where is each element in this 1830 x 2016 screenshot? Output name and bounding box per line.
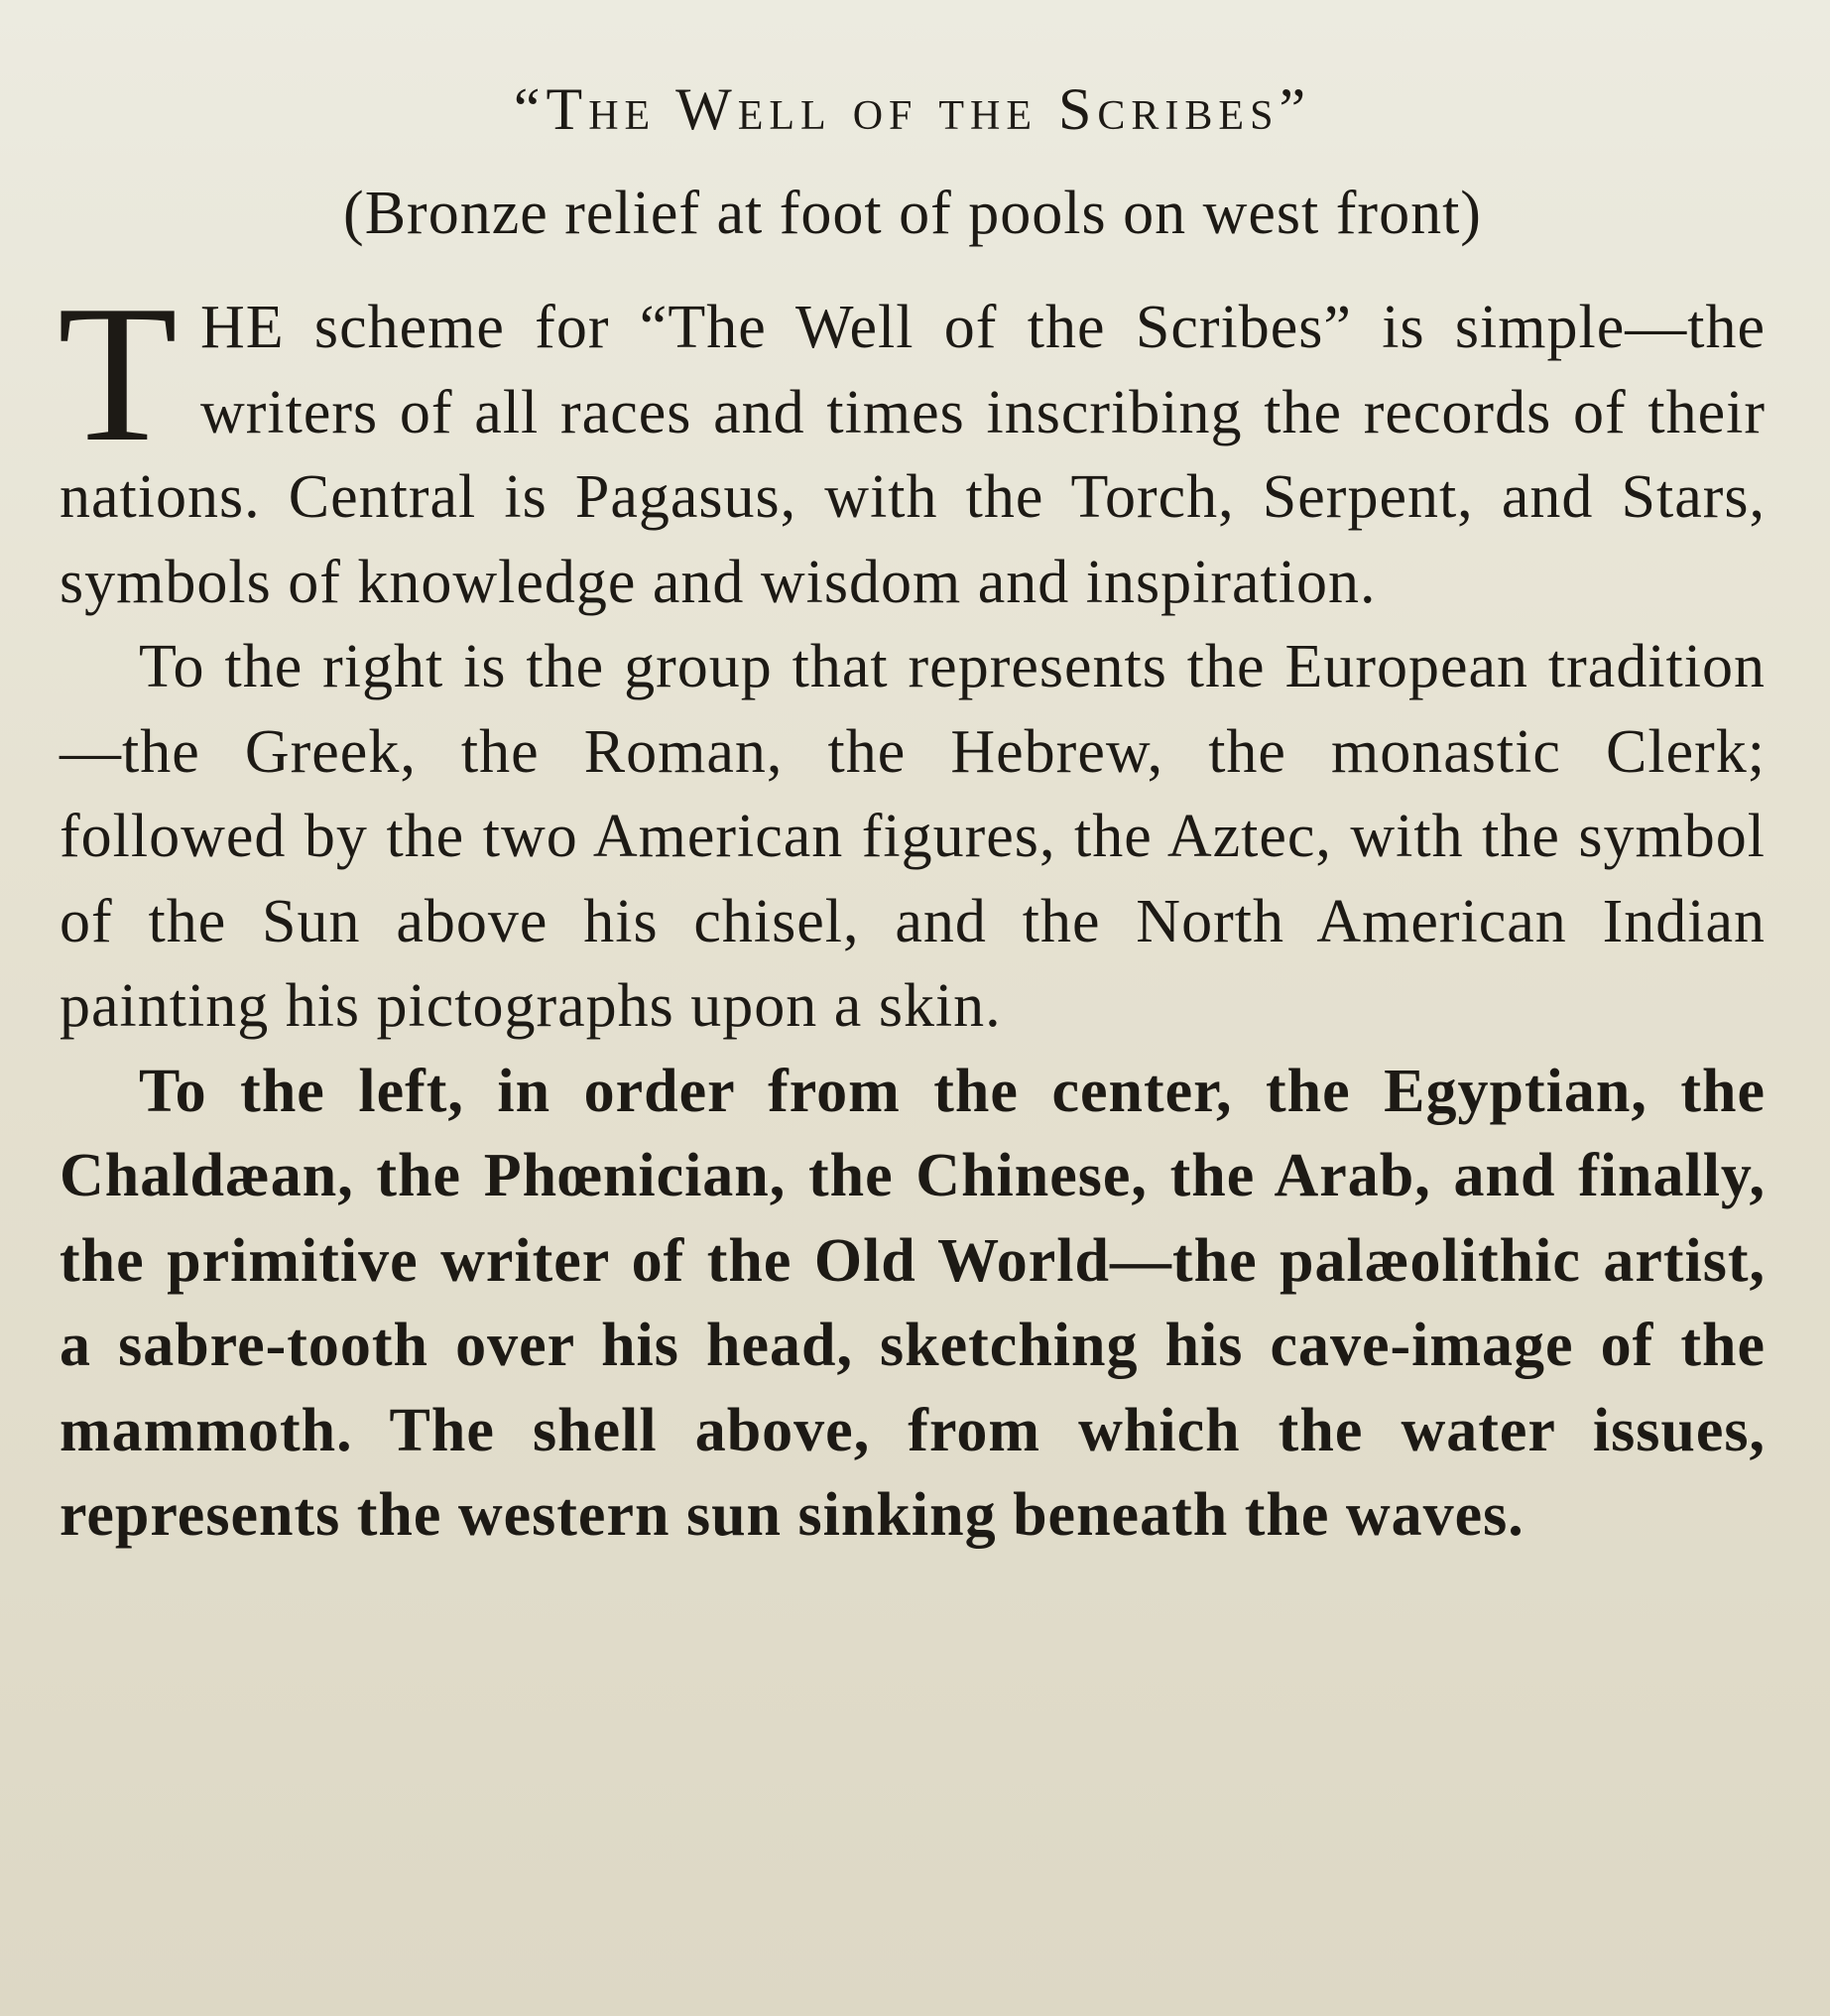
document-subtitle: (Bronze relief at foot of pools on west front) (343, 180, 1482, 247)
document-page (60, 60, 1766, 1559)
paragraph-1 (58, 265, 1766, 625)
paragraph-3: To the left, in order from the center, the Egyptian, the Chaldæan, the Phœnician, the Chinese, the Arab, and finally, the primitive writer of the Old World—the palæolithic artist, a sabre-tooth over his head, sketching his cave-image of the mammoth. The shell above, from which the water issues, represents the western sun sinking beneath the waves. (60, 1057, 1766, 1549)
document-title: “The Well of the Scribes” (513, 76, 1312, 142)
paragraph-2: To the right is the group that represents the European tradition—the Greek, the Roman, the Hebrew, the monastic Clerk; followed by the two American figures, the Aztec, with the symbol of the Sun above his chisel, and the North American Indian painting his pictographs upon a skin. (60, 633, 1766, 1040)
paragraph-1-text: HE scheme for “The Well of the Scribes” is simple—the writers of all races and times inscribing the records of their nations. Central is Pagasus, with the Torch, Serpent, and Stars, symbols of knowledge and wisdom and inspiration. (60, 294, 1766, 616)
drop-cap: T (58, 265, 179, 482)
